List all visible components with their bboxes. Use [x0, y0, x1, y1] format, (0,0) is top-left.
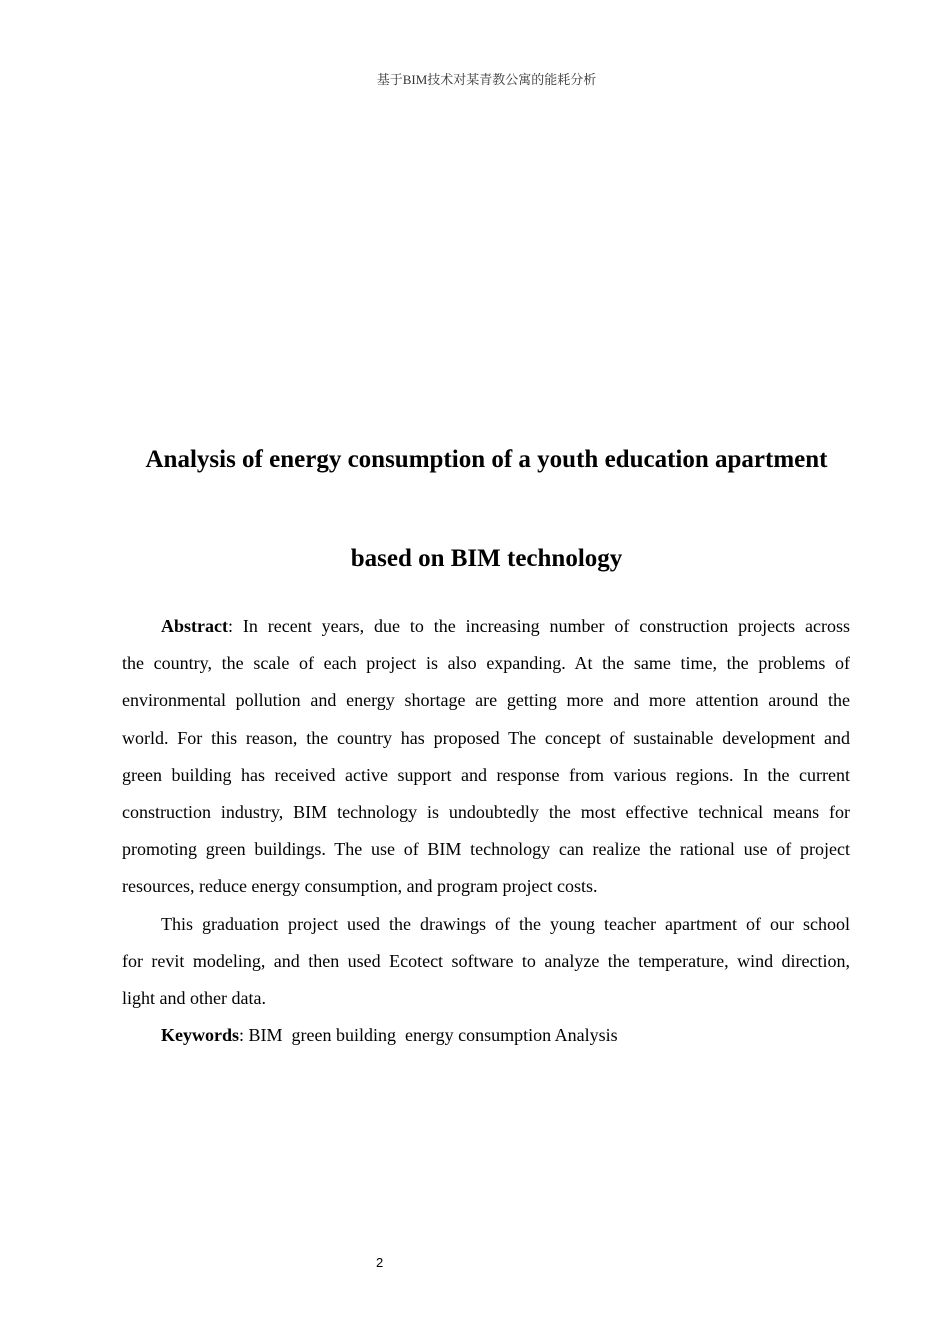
abstract-line: promoting green buildings. The use of BIM technology can realize the rational use of project	[122, 839, 850, 860]
keywords-label: Keywords	[161, 1025, 239, 1046]
abstract-line: green building has received active support and response from various regions. In the current	[122, 764, 850, 785]
abstract-line: the country, the scale of each project is also expanding. At the same time, the problems of	[122, 653, 850, 674]
page-number: 2	[376, 1255, 384, 1270]
abstract-line: resources, reduce energy consumption, and program project costs.	[122, 876, 598, 897]
title-line-1: Analysis of energy consumption of a youth education apartment	[145, 446, 828, 473]
abstract-body	[122, 608, 850, 1054]
abstract-line: Abstract: In recent years, due to the increasing number of construction projects across	[161, 616, 850, 636]
running-header: 基于BIM技术对某青教公寓的能耗分析	[376, 72, 597, 87]
abstract-line: environmental pollution and energy shortage are getting more and more attention around the	[122, 690, 850, 711]
keywords-value: : BIM green building energy consumption Analysis	[239, 1025, 618, 1046]
paragraph2-line: This graduation project used the drawings of the young teacher apartment of our school	[161, 913, 850, 934]
title-line-2: based on BIM technology	[350, 545, 623, 572]
abstract-label: Abstract	[161, 616, 228, 636]
abstract-line: construction industry, BIM technology is undoubtedly the most effective technical means for	[122, 801, 850, 822]
paragraph2-line: light and other data.	[122, 987, 266, 1008]
abstract-line: world. For this reason, the country has proposed The concept of sustainable development and	[122, 727, 850, 748]
paragraph2-line: for revit modeling, and then used Ecotect software to analyze the temperature, wind direction,	[122, 950, 850, 971]
keywords-line	[122, 1017, 850, 1054]
